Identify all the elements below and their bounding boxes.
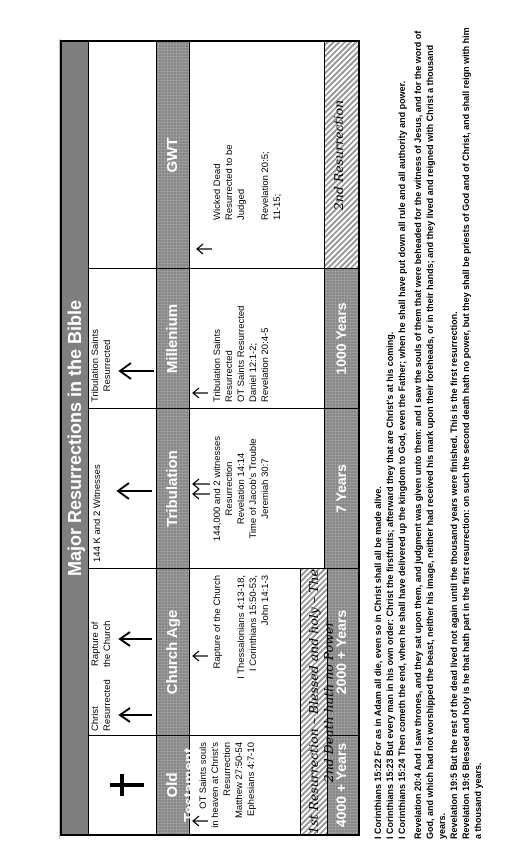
- column-top-note: [90, 329, 114, 402]
- period-label: GWT: [164, 137, 181, 173]
- band-separator: –: [306, 592, 321, 604]
- column-upper-cell: [88, 409, 156, 568]
- column-upper-cell: [88, 269, 156, 408]
- second-resurrection-label: 2nd Resurrection: [331, 99, 346, 211]
- column-upper-cell: [88, 42, 156, 268]
- period-label-bar: [156, 269, 190, 408]
- double-arrow-up-icon: [192, 478, 210, 500]
- note-line: 144,000 and 2 witnesses: [212, 435, 223, 542]
- arrow-up-icon: [118, 631, 152, 647]
- period-label-bar: [156, 736, 198, 834]
- column-lower-cell: [190, 269, 308, 408]
- note-line: 11-15;: [272, 193, 283, 220]
- period-label: Old Testament: [164, 748, 198, 822]
- note-line: Resurrected: [102, 339, 113, 392]
- note-line: Jeremiah 30:7: [260, 458, 271, 519]
- note-line: Christ: [90, 706, 101, 731]
- period-years: 7 Years: [333, 464, 349, 513]
- column-top-note: [90, 621, 114, 667]
- period-label: Tribulation: [164, 450, 181, 527]
- second-resurrection-band: [324, 42, 358, 268]
- column-lower-cell: [190, 569, 308, 735]
- verse: I Corinthians 15:22 For as in Adam all die, even so in Christ shall all be made alive.: [373, 486, 383, 839]
- column-top-note: [90, 679, 114, 731]
- period-years-bar: [324, 409, 358, 568]
- note-line: [248, 144, 260, 220]
- note-line: John 14:1-3: [260, 575, 271, 626]
- note-line: Rapture of the Church: [212, 575, 223, 669]
- note-line: Time of Jacob's Trouble: [248, 438, 259, 539]
- note-line: Tribulation Saints: [90, 328, 101, 402]
- scripture-verses: [372, 27, 484, 839]
- small-arrow-up-icon: [192, 386, 208, 400]
- column-gwt: [88, 42, 358, 269]
- verse: Revelation 19:5 But the rest of the dead lived not again until the thousand years were finished. This is the first resurrection.: [449, 311, 459, 839]
- first-resurrection-text: 1st Resurrection: [306, 728, 321, 834]
- period-years: 1000 Years: [333, 302, 349, 375]
- band-separator: –: [306, 714, 321, 725]
- first-resurrection-band: [300, 569, 336, 834]
- note-line: Resurrected: [224, 350, 235, 402]
- note-line: OT Saints souls: [198, 742, 209, 809]
- note-line: Resurrected to be: [224, 144, 235, 220]
- period-years: 4000 + Years: [333, 742, 349, 828]
- first-resurrection-label: [306, 569, 336, 834]
- resurrection-table: [60, 40, 360, 836]
- column-notes: [212, 409, 272, 568]
- verse: I Corinthians 15:24 Then cometh the end, when he shall have delivered up the kingdom to God, even the Father; when he shall have put down all rule and all authority and power.: [397, 80, 407, 839]
- column-upper-cell: [88, 736, 156, 834]
- note-line: Resurrection: [222, 742, 233, 796]
- period-label-bar: [156, 42, 190, 268]
- period-label: Millenium: [164, 303, 181, 374]
- table-title: Major Resurrections in the Bible: [65, 299, 85, 577]
- column-upper-cell: [88, 569, 156, 735]
- column-notes: [212, 575, 272, 679]
- small-arrow-up-icon: [192, 649, 208, 663]
- note-line: I Thessalonians 4:13-18,: [236, 575, 247, 679]
- blessed-holy-text: Blessed and holy: [306, 607, 321, 715]
- note-line: the Church: [102, 620, 113, 667]
- period-years: 2000 + Years: [333, 609, 349, 695]
- note-line: Tribulation Saints: [212, 328, 223, 402]
- column-lower-cell: [190, 42, 308, 268]
- column-notes: [212, 144, 284, 220]
- note-line: Judged: [236, 188, 247, 220]
- second-death-text: The 2nd Death hath no Power: [306, 569, 336, 783]
- column-tribulation: [88, 409, 358, 569]
- arrow-up-icon: [118, 362, 154, 380]
- note-line: Revelation 14:14: [236, 452, 247, 525]
- period-label-bar: [156, 569, 190, 735]
- note-line: 144 K and 2 Witnesses: [92, 464, 103, 562]
- period-years-bar: [324, 269, 358, 408]
- note-line: Wicked Dead: [212, 163, 223, 220]
- note-line: Revelation 20:4-5: [260, 327, 271, 402]
- note-line: Rapture of: [90, 621, 101, 666]
- small-arrow-up-icon: [192, 814, 208, 828]
- period-label-bar: [156, 409, 190, 568]
- table-title-bar: [62, 42, 89, 834]
- verse: I Corinthians 15:23 But every man in his own order: Christ the firstfruits; afterward they that are Christ's at his coming.: [385, 331, 395, 839]
- period-label: Church Age: [164, 609, 181, 695]
- note-line: OT Saints Resurrected: [236, 305, 247, 402]
- verse: Revelation 19:6 Blessed and holy is he that hath part in the first resurrection: on such the second death hath no power, but they shall be priests of God and of Christ, and shall reign with him a thousand years.: [461, 27, 483, 839]
- note-line: Ephesians 4:7-10: [246, 742, 257, 816]
- arrow-up-icon: [116, 482, 152, 500]
- note-line: Resurrection: [224, 461, 235, 516]
- note-line: I Corinthians 15:50-53,: [248, 575, 259, 672]
- note-line: Resurrected: [102, 679, 113, 731]
- note-line: in heaven at Christ's: [210, 742, 221, 828]
- arrow-up-icon: [118, 707, 152, 723]
- column-lower-cell: [190, 409, 308, 568]
- column-notes: [212, 306, 272, 402]
- column-millenium: [88, 269, 358, 409]
- small-arrow-up-icon: [196, 242, 212, 256]
- note-line: Revelation 20:5;: [260, 151, 271, 220]
- verse: Revelation 20:4 And I saw thrones, and they sat upon them, and judgment was given unto them: and I saw the souls of them that were beheaded for the witness of Jesus, and for the word of God, and which had not worshipped the beast, neither his image, neither had received his mark upon their foreheads, or in their hands; and they lived and reigned with Christ a thousand years.: [413, 30, 447, 839]
- note-line: Daniel 12:1-2;: [248, 342, 259, 402]
- cross-icon: [110, 774, 144, 796]
- note-line: Matthew 27:50-54: [234, 742, 245, 819]
- column-top-note: [92, 464, 104, 562]
